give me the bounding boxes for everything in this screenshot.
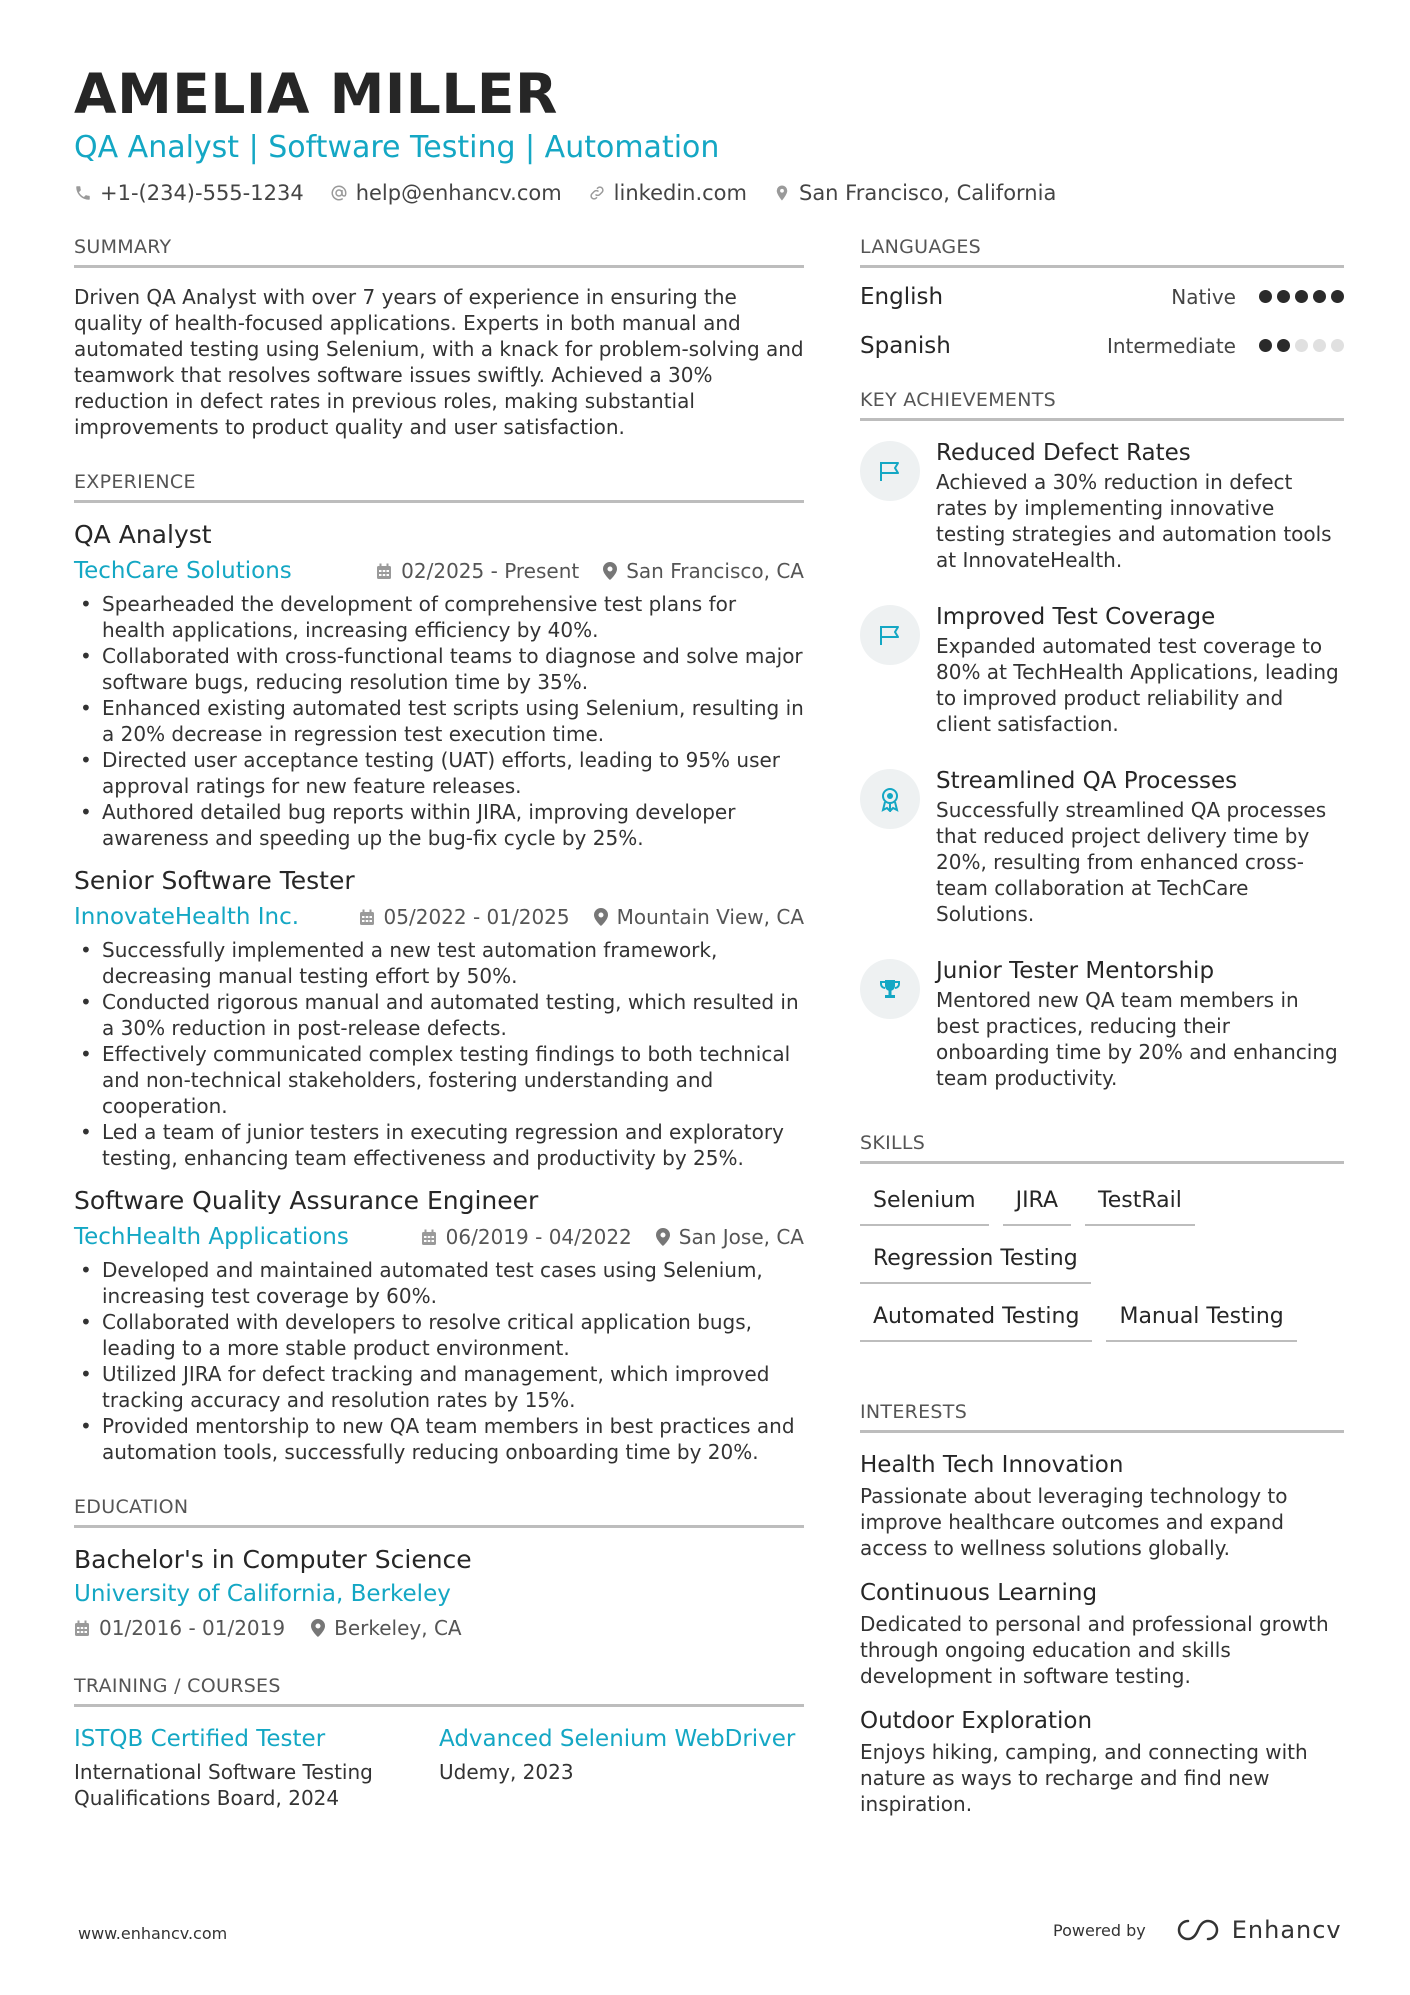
achievement-title: Junior Tester Mentorship (936, 958, 1215, 984)
skill-tag: Automated Testing (860, 1296, 1092, 1342)
bullet-item: • Authored detailed bug reports within JIRA, improving developer awareness and speeding up the bug-fix cycle by 25%. (74, 799, 804, 851)
dates-text: 02/2025 - Present (401, 559, 580, 583)
company-name: InnovateHealth Inc. (74, 904, 300, 930)
achievement-body (936, 601, 1344, 737)
interest-desc: Passionate about leveraging technology to improve healthcare outcomes and expand access to wellness solutions globally. (860, 1484, 1288, 1560)
brand-name: Enhancv (1231, 1916, 1342, 1944)
bullet-item: • Directed user acceptance testing (UAT) efforts, leading to 95% user approval ratings for new feature releases. (74, 747, 804, 799)
achievement-body (936, 437, 1344, 573)
education-dates (74, 1616, 285, 1640)
language-name: English (860, 283, 944, 310)
location-pin-icon (773, 184, 791, 202)
powered-by-text: Powered by (1053, 1920, 1146, 1940)
language-item (860, 321, 1344, 370)
training-list (74, 1723, 804, 1811)
dates-text: 01/2016 - 01/2019 (99, 1616, 286, 1640)
candidate-name: AMELIA MILLER (74, 62, 558, 126)
achievement-desc: Achieved a 30% reduction in defect rates by implementing innovative testing strategies and automation tools at InnovateHealth. (936, 470, 1332, 572)
right-column (860, 235, 1344, 1833)
job-title: QA Analyst (74, 520, 212, 549)
award-icon (860, 769, 920, 829)
achievement-title: Reduced Defect Rates (936, 440, 1191, 466)
flag-icon (860, 605, 920, 665)
rating-dot (1277, 339, 1290, 352)
phone-icon (74, 184, 92, 202)
calendar-icon (376, 563, 392, 580)
interest-item (860, 1705, 1344, 1817)
experience-heading: EXPERIENCE (74, 470, 804, 503)
achievement-title: Improved Test Coverage (936, 604, 1216, 630)
degree-title: Bachelor's in Computer Science (74, 1545, 472, 1574)
rating-dot (1295, 290, 1308, 303)
rating-dot (1313, 290, 1326, 303)
calendar-icon (421, 1229, 437, 1246)
achievement-item (860, 437, 1344, 573)
email-text: help@enhancv.com (355, 181, 562, 205)
bullet-item: • Developed and maintained automated test cases using Selenium, increasing test coverage by 60%. (74, 1257, 804, 1309)
location-pin-icon (311, 1619, 325, 1637)
course-item (439, 1723, 804, 1811)
skill-tag: Manual Testing (1106, 1296, 1296, 1342)
interest-title: Health Tech Innovation (860, 1452, 1124, 1478)
skill-tag: TestRail (1085, 1180, 1195, 1226)
skill-tag: JIRA (1003, 1180, 1071, 1226)
job-location (594, 905, 804, 929)
rating-dot (1331, 290, 1344, 303)
training-heading: TRAINING / COURSES (74, 1674, 804, 1707)
location-text: Mountain View, CA (616, 905, 804, 929)
achievement-body (936, 765, 1344, 927)
dates-text: 06/2019 - 04/2022 (445, 1225, 632, 1249)
summary-heading: SUMMARY (74, 235, 804, 268)
bullet-item: • Collaborated with developers to resolve critical application bugs, leading to a more stable product environment. (74, 1309, 804, 1361)
interest-item (860, 1449, 1344, 1561)
course-provider: International Software Testing Qualifications Board, 2024 (74, 1760, 373, 1810)
bullet-item: • Successfully implemented a new test automation framework, decreasing manual testing effort by 50%. (74, 937, 804, 989)
achievement-item (860, 765, 1344, 927)
footer-website[interactable]: www.enhancv.com (78, 1924, 228, 1943)
interest-desc: Dedicated to personal and professional growth through ongoing education and skills development in software testing. (860, 1612, 1329, 1688)
rating-dot (1259, 290, 1272, 303)
skills-heading: SKILLS (860, 1131, 1344, 1164)
location-pin-icon (594, 908, 608, 926)
enhancv-logo-icon (1174, 1917, 1222, 1943)
contact-email[interactable] (330, 181, 562, 205)
job-location (656, 1225, 804, 1249)
job-dates (359, 905, 570, 929)
left-column (74, 235, 804, 1811)
rating-dot (1313, 339, 1326, 352)
experience-entry (74, 519, 804, 851)
language-item (860, 272, 1344, 321)
job-title: Senior Software Tester (74, 866, 355, 895)
job-location (603, 559, 804, 583)
job-title: Software Quality Assurance Engineer (74, 1186, 539, 1215)
job-dates (376, 559, 579, 583)
flag-icon (860, 441, 920, 501)
course-item (74, 1723, 439, 1811)
location-text: Berkeley, CA (334, 1616, 462, 1640)
location-pin-icon (603, 562, 617, 580)
company-name: TechCare Solutions (74, 558, 292, 584)
job-meta (74, 897, 804, 937)
bullet-item: • Enhanced existing automated test scripts using Selenium, resulting in a 20% decrease in regression test execution time. (74, 695, 804, 747)
rating-dot (1295, 339, 1308, 352)
location-text: San Francisco, California (798, 181, 1057, 205)
school-name: University of California, Berkeley (74, 1581, 451, 1607)
location-text: San Francisco, CA (626, 559, 804, 583)
location-pin-icon (656, 1228, 670, 1246)
bullet-item: • Collaborated with cross-functional teams to diagnose and solve major software bugs, reducing resolution time by 35%. (74, 643, 804, 695)
bullet-item: • Spearheaded the development of comprehensive test plans for health applications, increasing efficiency by 40%. (74, 591, 804, 643)
achievement-desc: Expanded automated test coverage to 80% at TechHealth Applications, leading to improved product reliability and client satisfaction. (936, 634, 1339, 736)
footer-branding (1053, 1916, 1342, 1944)
phone-text: +1-(234)-555-1234 (100, 181, 304, 205)
rating-dot (1331, 339, 1344, 352)
achievement-title: Streamlined QA Processes (936, 768, 1238, 794)
languages-list (860, 272, 1344, 370)
job-dates (421, 1225, 632, 1249)
rating-dot (1277, 290, 1290, 303)
interests-heading: INTERESTS (860, 1400, 1344, 1433)
languages-heading: LANGUAGES (860, 235, 1344, 268)
contact-location (773, 181, 1056, 205)
language-name: Spanish (860, 332, 951, 359)
language-level: Native (1171, 284, 1236, 309)
bullet-item: • Conducted rigorous manual and automated testing, which resulted in a 30% reduction in post-release defects. (74, 989, 804, 1041)
experience-entry (74, 865, 804, 1171)
course-title: Advanced Selenium WebDriver (439, 1726, 796, 1752)
dates-text: 05/2022 - 01/2025 (383, 905, 570, 929)
candidate-headline: QA Analyst | Software Testing | Automation (74, 130, 720, 165)
contact-bar (74, 178, 1344, 208)
course-title: ISTQB Certified Tester (74, 1726, 326, 1752)
trophy-icon (860, 959, 920, 1019)
location-text: San Jose, CA (678, 1225, 804, 1249)
bullet-item: • Utilized JIRA for defect tracking and management, which improved tracking accuracy and resolution rates by 15%. (74, 1361, 804, 1413)
course-provider: Udemy, 2023 (439, 1760, 574, 1784)
bullet-item: • Provided mentorship to new QA team members in best practices and automation tools, successfully reducing onboarding time by 20%. (74, 1413, 804, 1465)
bullet-item: • Effectively communicated complex testing findings to both technical and non-technical stakeholders, fostering understanding and cooperation. (74, 1041, 804, 1119)
interest-desc: Enjoys hiking, camping, and connecting with nature as ways to recharge and find new inspiration. (860, 1740, 1308, 1816)
achievement-item (860, 601, 1344, 737)
skill-tag: Selenium (860, 1180, 989, 1226)
achievement-desc: Mentored new QA team members in best practices, reducing their onboarding time by 20% and enhancing team productivity. (936, 988, 1338, 1090)
achievement-desc: Successfully streamlined QA processes that reduced project delivery time by 20%, resulting from enhanced cross-team collaboration at TechCare Solutions. (936, 798, 1327, 926)
education-meta (74, 1612, 804, 1644)
interest-item (860, 1577, 1344, 1689)
job-bullets (74, 591, 804, 851)
education-heading: EDUCATION (74, 1495, 804, 1528)
bullet-item: • Led a team of junior testers in executing regression and exploratory testing, enhancing team effectiveness and productivity by 25%. (74, 1119, 804, 1171)
skill-tag: Regression Testing (860, 1238, 1091, 1284)
language-rating (1254, 290, 1344, 303)
interest-title: Continuous Learning (860, 1580, 1098, 1606)
language-level: Intermediate (1106, 333, 1236, 358)
interest-title: Outdoor Exploration (860, 1708, 1093, 1734)
contact-phone (74, 181, 304, 205)
experience-entry (74, 1185, 804, 1465)
language-rating (1254, 339, 1344, 352)
summary-text: Driven QA Analyst with over 7 years of experience in ensuring the quality of health-focused applications. Experts in both manual and automated testing using Selenium, with a knack for problem-solving and teamwork that resolves software issues swiftly. Achieved a 30% reduction in defect rates in previous roles, making substantial improvements to product quality and user satisfaction. (74, 285, 804, 439)
job-bullets (74, 1257, 804, 1465)
achievement-item (860, 955, 1344, 1091)
skills-list (860, 1180, 1344, 1354)
company-name: TechHealth Applications (74, 1224, 349, 1250)
achievement-body (936, 955, 1344, 1091)
resume-header (74, 60, 1344, 208)
link-icon (588, 184, 606, 202)
linkedin-text: linkedin.com (613, 181, 747, 205)
job-bullets (74, 937, 804, 1171)
at-icon (330, 184, 348, 202)
calendar-icon (74, 1620, 90, 1637)
education-location (311, 1616, 461, 1640)
job-meta (74, 551, 804, 591)
job-meta (74, 1217, 804, 1257)
achievements-heading: KEY ACHIEVEMENTS (860, 388, 1344, 421)
contact-linkedin[interactable] (588, 181, 747, 205)
calendar-icon (359, 909, 375, 926)
rating-dot (1259, 339, 1272, 352)
